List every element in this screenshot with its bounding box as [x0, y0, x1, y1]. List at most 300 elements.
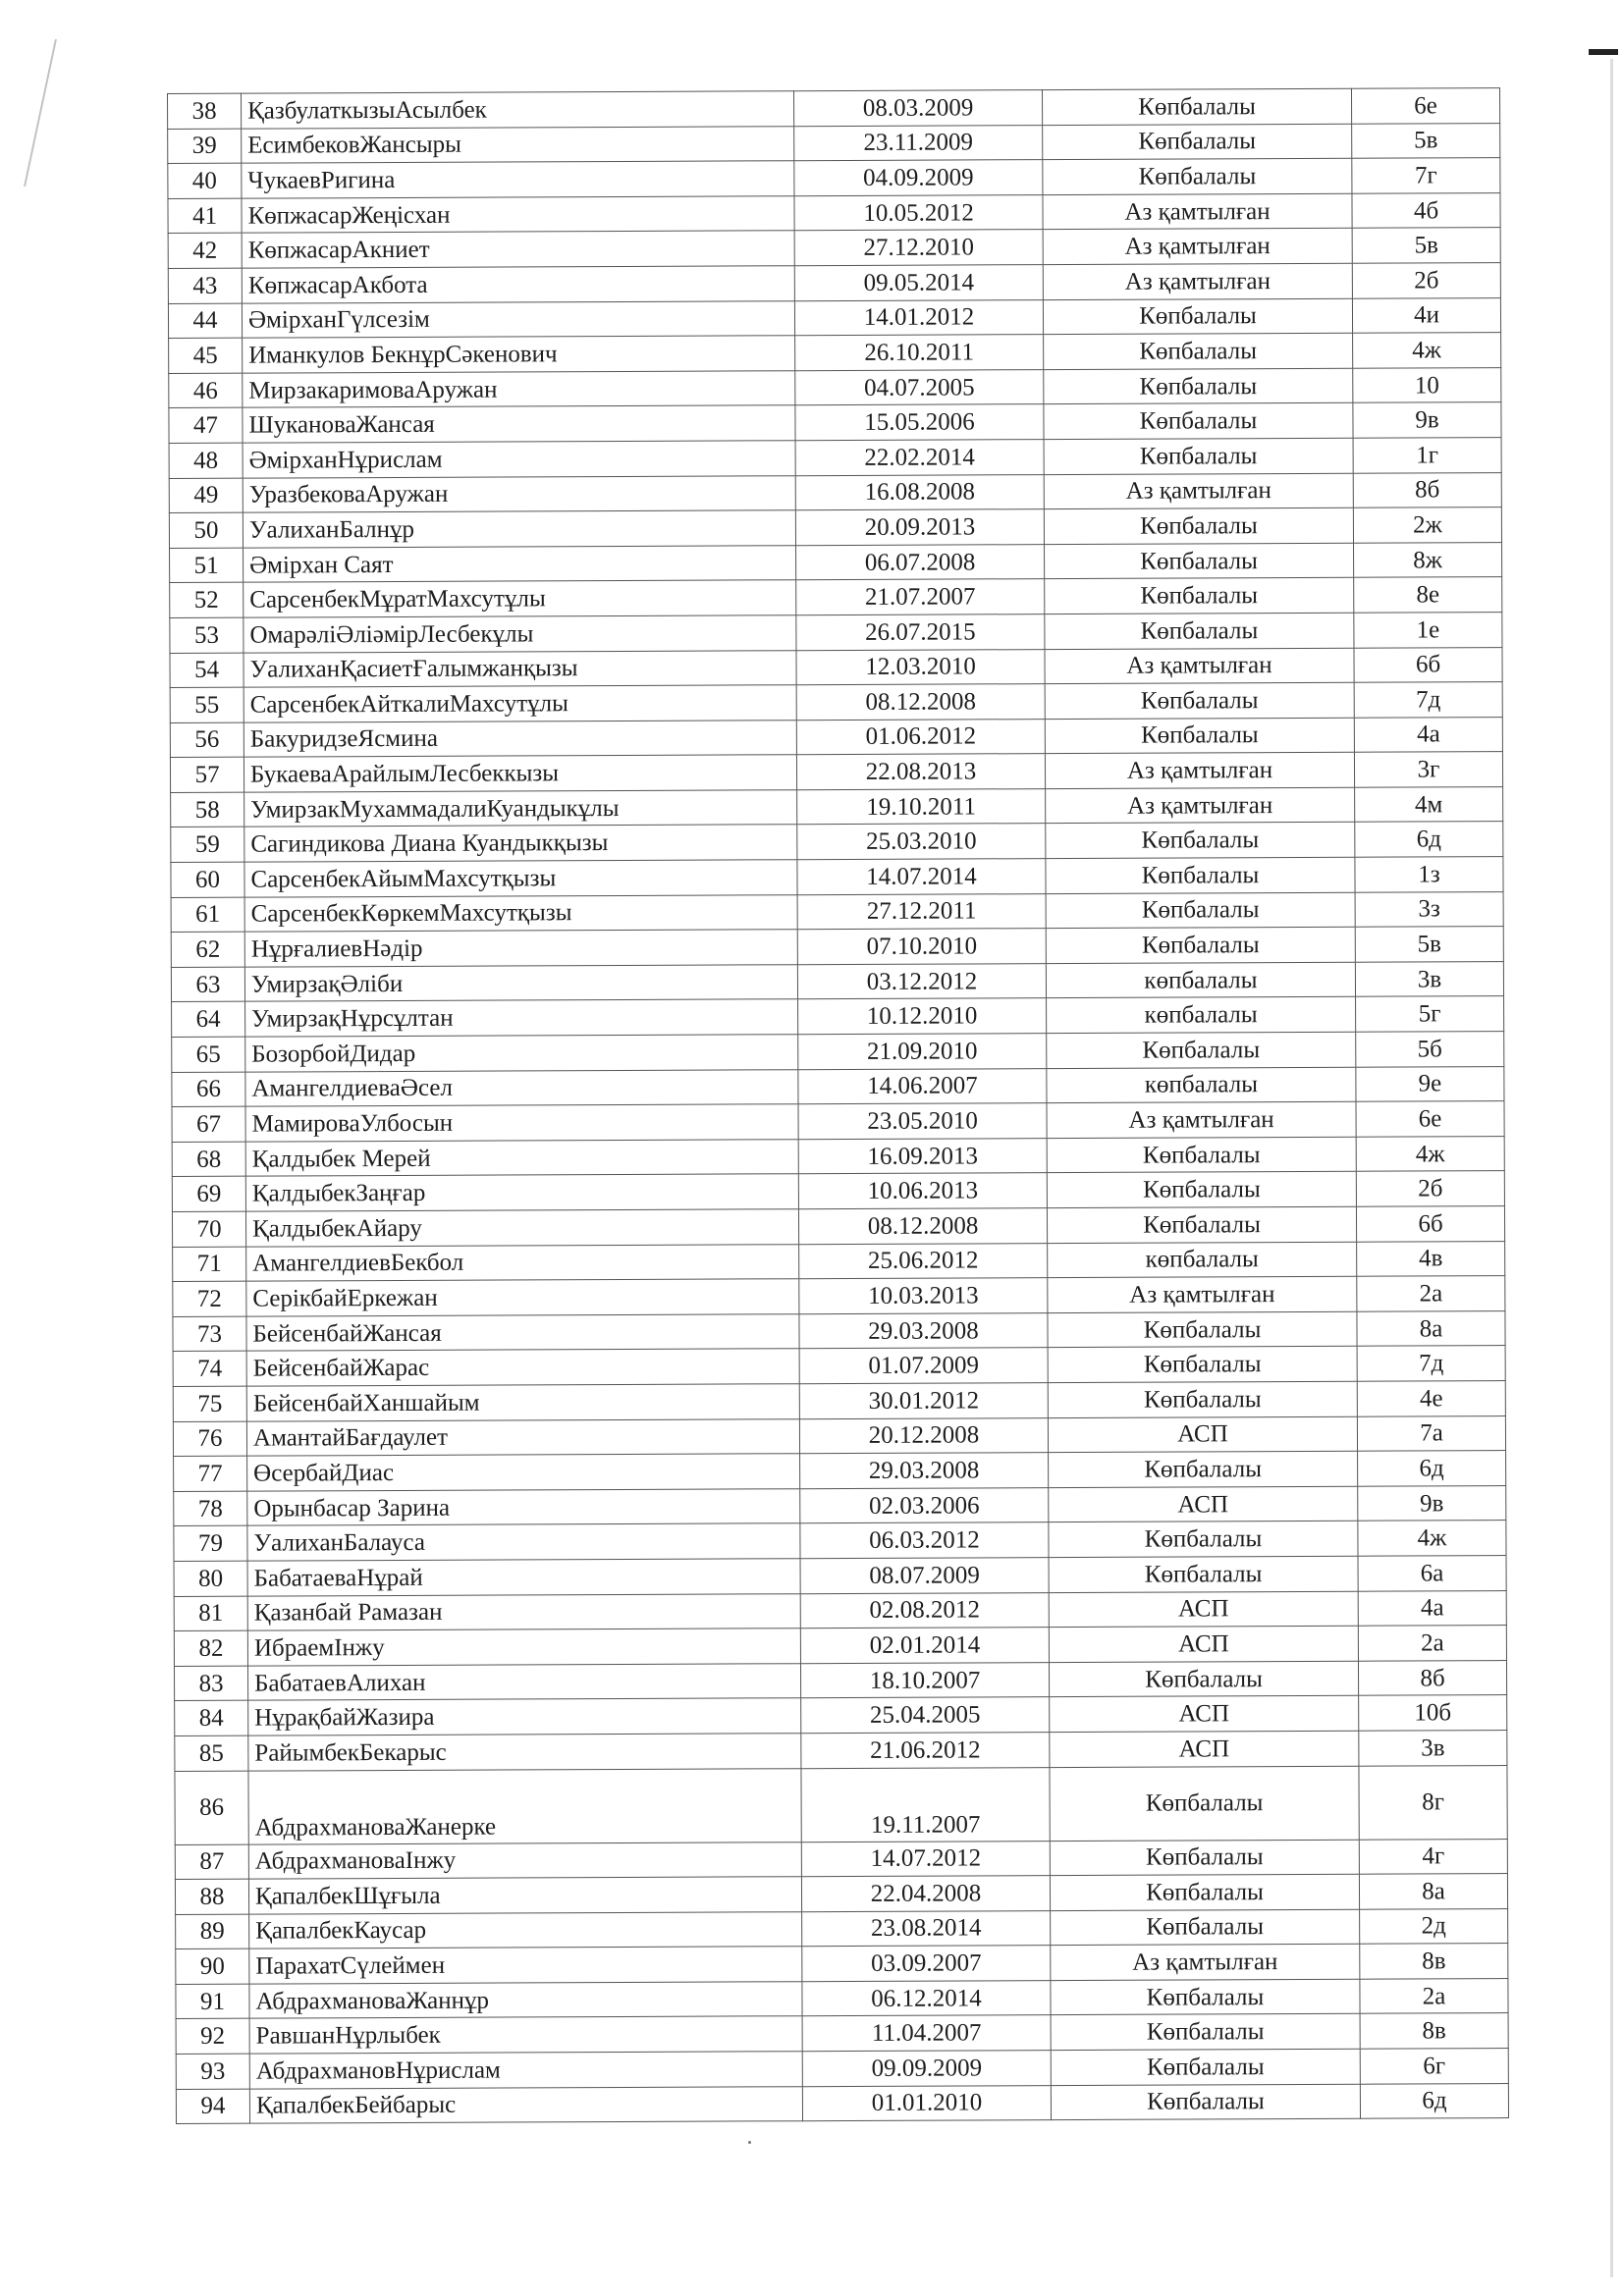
row-number: 65 — [172, 1037, 245, 1072]
table-row — [176, 2013, 1508, 2055]
birth-date: 10.03.2013 — [799, 1278, 1048, 1314]
birth-date: 09.09.2009 — [802, 2051, 1051, 2087]
family-status: Көпбалалы — [1045, 543, 1354, 579]
school-class: 6е — [1356, 1101, 1504, 1137]
family-status: Көпбалалы — [1047, 1206, 1356, 1243]
family-status: АСП — [1049, 1591, 1358, 1628]
row-number: 93 — [176, 2054, 249, 2089]
school-class: 3г — [1354, 752, 1502, 787]
student-name: БабатаеваНұрай — [247, 1559, 800, 1596]
scan-speck — [748, 2141, 751, 2144]
birth-date: 01.07.2009 — [799, 1348, 1048, 1384]
school-class: 3в — [1355, 961, 1503, 996]
birth-date: 18.10.2007 — [800, 1662, 1049, 1698]
family-status: Аз қамтылған — [1046, 787, 1355, 824]
row-number: 88 — [175, 1879, 248, 1914]
table-row — [169, 507, 1501, 549]
table-row — [172, 1066, 1504, 1107]
family-status: Аз қамтылған — [1043, 193, 1352, 230]
birth-date: 08.12.2008 — [798, 1208, 1047, 1245]
family-status: Көпбалалы — [1046, 823, 1355, 859]
birth-date: 29.03.2008 — [799, 1312, 1048, 1349]
table-row — [175, 1765, 1507, 1844]
birth-date: 12.03.2010 — [796, 649, 1045, 685]
row-number: 74 — [173, 1352, 246, 1387]
student-name: РавшанНұрлыбек — [249, 2016, 802, 2054]
row-number: 85 — [175, 1735, 248, 1771]
school-class: 6б — [1354, 647, 1502, 682]
table-row — [173, 1276, 1505, 1317]
school-class: 4е — [1357, 1381, 1505, 1416]
row-number: 63 — [171, 967, 244, 1002]
school-class: 4ж — [1356, 1136, 1504, 1171]
student-name: ПарахатСүлеймен — [249, 1947, 802, 1984]
table-row — [173, 1241, 1505, 1282]
birth-date: 03.12.2012 — [797, 963, 1046, 999]
family-status: Көпбалалы — [1048, 1381, 1357, 1417]
student-name: ҚалдыбекАйару — [245, 1209, 798, 1247]
school-class: 8а — [1357, 1310, 1505, 1346]
table-row — [174, 1521, 1506, 1562]
student-name: НұрғалиевНәдір — [244, 930, 797, 967]
row-number: 57 — [170, 757, 243, 792]
row-number: 38 — [168, 93, 242, 129]
student-name: БейсенбайЖансая — [246, 1313, 799, 1351]
family-status: АСП — [1050, 1731, 1359, 1767]
student-name: Орынбасар Зарина — [247, 1488, 800, 1525]
family-status: Көпбалалы — [1044, 333, 1353, 369]
table-row — [171, 927, 1503, 968]
birth-date: 14.01.2012 — [794, 299, 1043, 336]
student-name: АбдрахмановНұрислам — [249, 2052, 802, 2089]
row-number: 48 — [169, 443, 243, 478]
row-number: 58 — [171, 792, 244, 828]
school-class: 8в — [1360, 1944, 1508, 1979]
row-number: 56 — [170, 722, 243, 758]
row-number: 39 — [168, 129, 242, 164]
row-number: 43 — [168, 268, 242, 303]
school-class: 9в — [1358, 1485, 1506, 1521]
school-class: 4ж — [1353, 333, 1501, 368]
family-status: АСП — [1048, 1416, 1357, 1453]
table-row — [170, 717, 1502, 758]
family-status: Аз қамтылған — [1051, 1944, 1360, 1980]
birth-date: 07.10.2010 — [797, 929, 1046, 965]
family-status: Көпбалалы — [1046, 927, 1355, 963]
birth-date: 04.09.2009 — [794, 160, 1043, 196]
table-row — [175, 1839, 1507, 1880]
student-name: УалиханҚасиетҒалымжанқызы — [243, 650, 796, 687]
table-row — [170, 647, 1502, 688]
row-number: 79 — [174, 1526, 247, 1562]
school-class: 2ж — [1353, 507, 1501, 543]
birth-date: 08.03.2009 — [793, 90, 1042, 127]
school-class: 6г — [1360, 2049, 1508, 2084]
student-name: УалиханБалауса — [247, 1523, 800, 1561]
student-name: СарсенбекКөркемМахсутқызы — [244, 894, 797, 932]
family-status: Аз қамтылған — [1043, 229, 1352, 265]
table-row — [169, 472, 1501, 513]
family-status: Көпбалалы — [1048, 1311, 1357, 1348]
table-row — [170, 542, 1502, 583]
school-class: 7д — [1357, 1346, 1505, 1381]
family-status: Көпбалалы — [1046, 892, 1355, 929]
table-row — [173, 1346, 1505, 1387]
birth-date: 09.05.2014 — [794, 265, 1043, 301]
birth-date: 23.08.2014 — [802, 1910, 1051, 1947]
table-row — [176, 1944, 1508, 1985]
table-row — [169, 333, 1501, 374]
family-status: Көпбалалы — [1051, 1909, 1360, 1946]
row-number: 68 — [172, 1142, 245, 1177]
row-number: 75 — [173, 1386, 246, 1421]
scan-artifact-left — [24, 39, 65, 187]
school-class: 6д — [1358, 1451, 1506, 1486]
student-name: ШукановаЖансая — [243, 405, 795, 443]
school-class: 3в — [1359, 1730, 1507, 1765]
school-class: 2а — [1360, 1978, 1508, 2013]
table-row — [172, 1171, 1504, 1212]
student-name: СарсенбекАйткалиМахсутұлы — [243, 685, 796, 722]
student-name: УмирзақӘліби — [244, 965, 797, 1002]
row-number: 86 — [175, 1771, 248, 1844]
student-name: Қазанбай Рамазан — [247, 1593, 800, 1630]
table-row — [169, 367, 1501, 408]
birth-date: 22.02.2014 — [795, 440, 1044, 476]
row-number: 44 — [168, 303, 242, 339]
family-status: Көпбалалы — [1047, 1137, 1356, 1173]
school-class: 4ж — [1358, 1521, 1506, 1556]
family-status: АСП — [1050, 1696, 1359, 1733]
student-name: АбдрахмановаЖаннұр — [249, 1982, 802, 2019]
birth-date: 14.07.2014 — [797, 859, 1046, 895]
student-name: КөпжасарАкниет — [242, 231, 794, 268]
row-number: 59 — [171, 828, 244, 863]
table-row — [168, 228, 1500, 269]
family-status: Көпбалалы — [1047, 1172, 1356, 1208]
family-status: Көпбалалы — [1044, 368, 1353, 404]
table-row — [172, 1101, 1504, 1143]
school-class: 4а — [1358, 1590, 1506, 1626]
table-row — [176, 1908, 1508, 1949]
birth-date: 16.09.2013 — [798, 1138, 1047, 1174]
school-class: 4в — [1357, 1241, 1505, 1276]
birth-date: 14.07.2012 — [801, 1841, 1050, 1877]
school-class: 7г — [1352, 158, 1500, 193]
student-name: Қалдыбек Мерей — [245, 1140, 798, 1177]
table-row — [174, 1556, 1506, 1597]
row-number: 60 — [171, 862, 244, 897]
row-number: 50 — [169, 512, 243, 548]
row-number: 55 — [170, 687, 243, 722]
school-class: 8е — [1354, 577, 1502, 613]
school-class: 5г — [1356, 996, 1504, 1032]
family-status: Көпбалалы — [1051, 1979, 1360, 2015]
table-row — [171, 891, 1503, 933]
family-status: көпбалалы — [1047, 1067, 1356, 1103]
school-class: 4м — [1355, 786, 1503, 822]
family-status: Көпбалалы — [1045, 613, 1354, 649]
birth-date: 06.12.2014 — [802, 1980, 1051, 2016]
family-status: Көпбалалы — [1044, 507, 1353, 544]
family-status: Көпбалалы — [1045, 718, 1354, 754]
school-class: 2б — [1356, 1171, 1504, 1206]
table-row — [173, 1381, 1505, 1422]
school-class: 8ж — [1354, 542, 1502, 577]
school-class: 4б — [1352, 192, 1500, 228]
table-row — [169, 438, 1501, 479]
table-row — [172, 1206, 1504, 1248]
family-status: Көпбалалы — [1049, 1522, 1358, 1558]
table-row — [175, 1874, 1507, 1915]
table-row — [168, 192, 1500, 234]
birth-date: 19.10.2011 — [797, 788, 1046, 825]
table-row — [168, 123, 1500, 164]
row-number: 62 — [171, 932, 244, 967]
school-class: 1е — [1354, 612, 1502, 647]
student-name: ОмарәліӘліәмірЛесбекұлы — [243, 615, 796, 653]
birth-date: 22.04.2008 — [801, 1876, 1050, 1912]
family-status: Көпбалалы — [1051, 2049, 1360, 2085]
family-status: Көпбалалы — [1046, 857, 1355, 893]
birth-date: 06.03.2012 — [800, 1522, 1049, 1559]
student-name: МирзакаримоваАружан — [243, 370, 795, 407]
student-name: БейсенбайХаншайым — [246, 1384, 799, 1421]
row-number: 72 — [173, 1281, 246, 1316]
family-status: Аз қамтылған — [1048, 1276, 1357, 1312]
birth-date: 27.12.2011 — [797, 893, 1046, 930]
school-class: 8в — [1360, 2013, 1508, 2049]
row-number: 45 — [169, 338, 243, 373]
school-class: 8г — [1359, 1765, 1507, 1840]
school-class: 8б — [1358, 1660, 1506, 1695]
table-row — [171, 822, 1503, 863]
student-name: СарсенбекАйымМахсутқызы — [244, 860, 797, 897]
birth-date: 19.11.2007 — [801, 1767, 1050, 1842]
family-status: Аз қамтылған — [1045, 648, 1354, 684]
student-name: АмантайБағдаулет — [246, 1418, 799, 1456]
birth-date: 16.08.2008 — [795, 474, 1044, 510]
birth-date: 27.12.2010 — [794, 230, 1043, 266]
table-row — [171, 857, 1503, 898]
student-name: Иманкулов БекнұрСәкенович — [243, 336, 795, 373]
table-row — [171, 961, 1503, 1002]
student-name: ҚапалбекШұғыла — [248, 1877, 801, 1914]
family-status: Көпбалалы — [1044, 438, 1353, 474]
student-name: МамироваУлбосын — [245, 1104, 798, 1142]
family-status: Көпбалалы — [1043, 124, 1352, 160]
family-status: Көпбалалы — [1050, 1874, 1359, 1910]
student-name: РайымбекБекарыс — [248, 1734, 801, 1771]
student-name: НұрақбайЖазира — [248, 1698, 801, 1735]
school-class: 6д — [1360, 2083, 1508, 2118]
school-class: 10 — [1353, 367, 1501, 402]
table-row — [176, 2083, 1508, 2124]
birth-date: 01.01.2010 — [802, 2085, 1051, 2121]
birth-date: 20.09.2013 — [795, 509, 1044, 546]
birth-date: 03.09.2007 — [802, 1946, 1051, 1982]
table-row — [168, 158, 1500, 199]
family-status: Көпбалалы — [1048, 1347, 1357, 1383]
family-status: Көпбалалы — [1051, 2084, 1360, 2120]
school-class: 9в — [1353, 402, 1501, 438]
birth-date: 21.06.2012 — [801, 1733, 1050, 1769]
family-status: Көпбалалы — [1049, 1451, 1358, 1487]
birth-date: 26.07.2015 — [796, 614, 1045, 651]
row-number: 42 — [168, 234, 242, 269]
school-class: 3з — [1355, 891, 1503, 927]
birth-date: 10.12.2010 — [798, 998, 1047, 1035]
table-row — [176, 2049, 1508, 2090]
table-row — [170, 752, 1502, 793]
school-class: 2а — [1358, 1626, 1506, 1661]
school-class: 5в — [1352, 123, 1500, 158]
student-name: АмангелдиевБекбол — [246, 1244, 799, 1281]
family-status: Көпбалалы — [1042, 88, 1351, 125]
birth-date: 26.10.2011 — [795, 335, 1044, 371]
family-status: Аз қамтылған — [1044, 473, 1353, 509]
student-name: БозорбойДидар — [245, 1035, 798, 1072]
row-number: 80 — [174, 1561, 247, 1596]
school-class: 2д — [1360, 1908, 1508, 1944]
row-number: 71 — [173, 1247, 246, 1282]
student-name: СерікбайЕркежан — [246, 1279, 799, 1316]
school-class: 5б — [1356, 1032, 1504, 1067]
school-class: 10б — [1359, 1695, 1507, 1731]
school-class: 8б — [1353, 472, 1501, 507]
table-row — [174, 1451, 1506, 1492]
family-status: АСП — [1049, 1626, 1358, 1662]
row-number: 78 — [174, 1491, 247, 1526]
table-row — [172, 996, 1504, 1038]
student-name: ӘмірханНұрислам — [243, 441, 795, 478]
table-row — [169, 402, 1501, 444]
family-status: көпбалалы — [1047, 997, 1356, 1034]
row-number: 53 — [170, 617, 243, 653]
student-name: СарсенбекМұратМахсутұлы — [243, 580, 796, 617]
table-row — [170, 612, 1502, 653]
student-name: ӨсербайДиас — [247, 1454, 800, 1491]
row-number: 52 — [170, 582, 243, 617]
school-class: 9е — [1356, 1066, 1504, 1101]
row-number: 67 — [172, 1106, 245, 1142]
row-number: 51 — [170, 548, 243, 583]
student-name: УразбековаАружан — [243, 475, 795, 512]
family-status: Көпбалалы — [1049, 1661, 1358, 1697]
table-row — [170, 577, 1502, 618]
school-class: 5в — [1352, 228, 1500, 263]
birth-date: 23.11.2009 — [794, 125, 1043, 161]
row-number: 90 — [176, 1949, 249, 1984]
row-number: 87 — [175, 1844, 248, 1880]
school-class: 7д — [1354, 682, 1502, 718]
family-status: АСП — [1049, 1486, 1358, 1522]
student-name: КөпжасарЖеңісхан — [242, 195, 794, 233]
school-class: 4г — [1359, 1839, 1507, 1874]
school-class: 7а — [1357, 1415, 1505, 1451]
family-status: Көпбалалы — [1047, 1032, 1356, 1068]
student-name: ҚалдыбекЗаңғар — [245, 1174, 798, 1211]
table-row — [175, 1730, 1507, 1771]
birth-date: 02.08.2012 — [800, 1592, 1049, 1629]
school-class: 5в — [1355, 927, 1503, 962]
birth-date: 22.08.2013 — [796, 754, 1045, 790]
student-name: АбдрахмановаЖанерке — [248, 1768, 801, 1843]
table-row — [173, 1310, 1505, 1352]
row-number: 54 — [170, 653, 243, 688]
table-row — [168, 88, 1500, 130]
birth-date: 10.06.2013 — [798, 1173, 1047, 1209]
family-status: Көпбалалы — [1044, 403, 1353, 440]
family-status: Көпбалалы — [1043, 158, 1352, 194]
table-row — [173, 1415, 1505, 1457]
birth-date: 11.04.2007 — [802, 2015, 1051, 2052]
birth-date: 10.05.2012 — [794, 194, 1043, 231]
family-status: Көпбалалы — [1051, 2014, 1360, 2051]
row-number: 84 — [175, 1700, 248, 1735]
family-status: Аз қамтылған — [1047, 1101, 1356, 1138]
school-class: 1з — [1355, 857, 1503, 892]
family-status: Аз қамтылған — [1045, 753, 1354, 789]
table-row — [171, 786, 1503, 828]
roster-body — [168, 88, 1509, 2124]
table-row — [175, 1695, 1507, 1736]
school-class: 4и — [1352, 297, 1500, 333]
family-status: Көпбалалы — [1045, 682, 1354, 719]
row-number: 40 — [168, 163, 242, 198]
family-status: Көпбалалы — [1043, 298, 1352, 335]
table-row — [176, 1978, 1508, 2019]
row-number: 82 — [174, 1630, 247, 1666]
family-status: Көпбалалы — [1045, 578, 1354, 614]
table-row — [168, 263, 1500, 304]
school-class: 2б — [1352, 263, 1500, 298]
family-status: Аз қамтылған — [1043, 263, 1352, 299]
row-number: 77 — [174, 1456, 247, 1491]
student-name: КөпжасарАкбота — [242, 266, 794, 303]
family-status: Көпбалалы — [1050, 1766, 1359, 1841]
table-row — [174, 1590, 1506, 1631]
row-number: 64 — [172, 1002, 245, 1038]
school-class: 1г — [1353, 438, 1501, 473]
birth-date: 08.07.2009 — [800, 1558, 1049, 1594]
student-name: ҚапалбекБейбарыс — [249, 2086, 802, 2123]
table-row — [172, 1136, 1504, 1177]
row-number: 91 — [176, 1984, 249, 2019]
student-name: УмирзақНұрсұлтан — [245, 999, 798, 1037]
birth-date: 23.05.2010 — [798, 1103, 1047, 1140]
row-number: 61 — [171, 897, 244, 933]
family-status: Көпбалалы — [1050, 1840, 1359, 1876]
row-number: 73 — [173, 1316, 246, 1352]
table-row — [174, 1485, 1506, 1526]
birth-date: 25.06.2012 — [799, 1243, 1048, 1279]
birth-date: 25.04.2005 — [801, 1697, 1050, 1734]
birth-date: 25.03.2010 — [797, 824, 1046, 860]
row-number: 76 — [173, 1421, 246, 1457]
school-class: 6д — [1355, 822, 1503, 857]
table-row — [174, 1660, 1506, 1701]
student-name: ҚазбулаткызыАсылбек — [242, 91, 794, 129]
student-name: АмангелдиеваӘсел — [245, 1069, 798, 1106]
student-name: АбдрахмановаІнжу — [248, 1842, 801, 1879]
birth-date: 21.09.2010 — [798, 1034, 1047, 1070]
row-number: 49 — [169, 478, 243, 513]
table-row — [170, 682, 1502, 723]
student-name: ҚапалбекКаусар — [249, 1911, 802, 1949]
school-class: 4а — [1354, 717, 1502, 752]
birth-date: 29.03.2008 — [800, 1453, 1049, 1489]
